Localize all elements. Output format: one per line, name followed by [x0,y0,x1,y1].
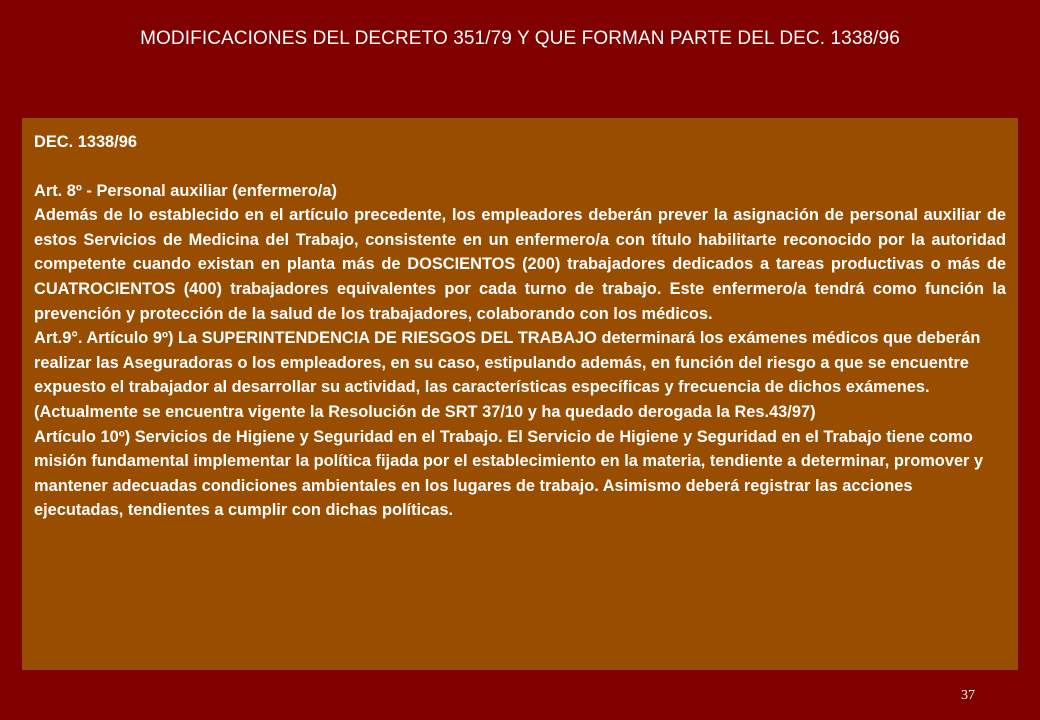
decree-heading: DEC. 1338/96 [34,133,137,151]
article-8-body: Además de lo establecido en el artículo precedente, los empleadores deberán prever la asignación de personal auxiliar de estos Servicios de Medicina del Trabajo, consistente en un enfermero/a con título habilitarte reconocido por la autoridad competente cuando existan en planta más de DOSCIENTOS (200) trabajadores dedicados a tareas productivas o más de CUATROCIENTOS (400) trabajadores equivalentes por cada turno de trabajo. Este enfermero/a tendrá como función la prevención y protección de la salud de los trabajadores, colaborando con los médicos. [34,206,1006,323]
article-10-body: Artículo 10º) Servicios de Higiene y Seguridad en el Trabajo. El Servicio de Higiene y Seguridad en el Trabajo tiene como misión fundamental implementar la política fijada por el establecimiento en la materia, tendiente a determinar, promover y mantener adecuadas condiciones ambientales en los lugares de trabajo. Asimismo deberá registrar las acciones ejecutadas, tendientes a cumplir con dichas políticas. [34,427,984,520]
page-number: 37 [961,688,975,703]
article-9-note: (Actualmente se encuentra vigente la Resolución de SRT 37/10 y ha quedado derogada la Res.43/97) [34,402,816,421]
paragraph-spacer [34,155,1006,179]
slide-title: MODIFICACIONES DEL DECRETO 351/79 Y QUE FORMAN PARTE DEL DEC. 1338/96 [140,28,900,49]
article-8-title: Art. 8º - Personal auxiliar (enfermero/a) [34,181,337,200]
article-9-body: Art.9°. Artículo 9º) La SUPERINTENDENCIA DE RIESGOS DEL TRABAJO determinará los exámenes médicos que deberán realizar las Aseguradoras o los empleadores, en su caso, estipulando además, en función del riesgo a que se encuentre expuesto el trabajador al desarrollar su actividad, las características específicas y frecuencia de dichos exámenes. [34,329,981,397]
content-box [22,118,1018,670]
